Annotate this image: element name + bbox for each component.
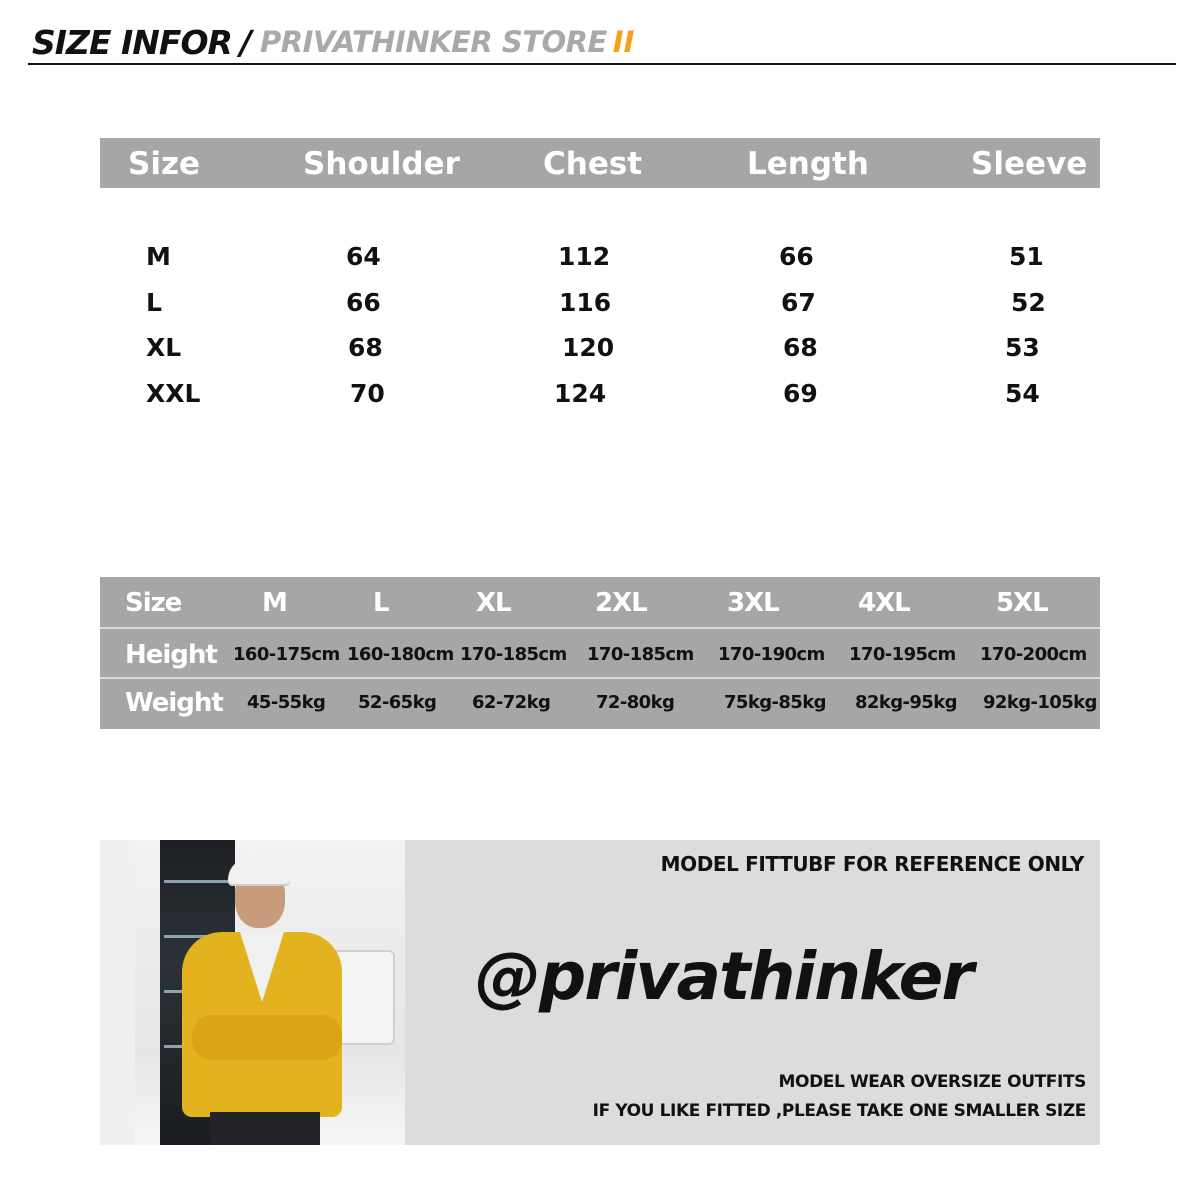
store-mark: II: [612, 25, 635, 59]
measurement-table-header: [100, 138, 1100, 188]
weight-value: 75kg-85kg: [724, 692, 826, 713]
sizing-advice: IF YOU LIKE FITTED ,PLEASE TAKE ONE SMALLER SIZE: [592, 1101, 1086, 1121]
photo-wall: [100, 840, 135, 1145]
store-handle: @privathinker: [475, 938, 972, 1015]
reference-note: MODEL FITTUBF FOR REFERENCE ONLY: [660, 852, 1084, 876]
row-label-size: Size: [125, 588, 182, 618]
cell-length: 66: [779, 242, 814, 271]
cell-length: 67: [781, 288, 816, 317]
weight-value: 92kg-105kg: [983, 692, 1097, 713]
fit-guide-table: [100, 577, 1100, 729]
size-header-l: L: [373, 588, 389, 618]
cell-chest: 112: [558, 242, 611, 271]
measurement-row: [100, 328, 1100, 368]
oversize-note: MODEL WEAR OVERSIZE OUTFITS: [778, 1072, 1086, 1092]
cell-size: M: [146, 242, 171, 271]
model-cap: [228, 858, 290, 884]
header-divider: [28, 63, 1176, 65]
cell-shoulder: 68: [348, 333, 383, 362]
cell-sleeve: 52: [1011, 288, 1046, 317]
cell-size: XL: [146, 333, 182, 362]
cell-sleeve: 51: [1009, 242, 1044, 271]
weight-value: 52-65kg: [358, 692, 437, 713]
weight-value: 72-80kg: [596, 692, 675, 713]
cell-sleeve: 53: [1005, 333, 1040, 362]
cell-size: XXL: [146, 379, 201, 408]
height-value: 160-175cm: [233, 644, 340, 665]
model-pants: [210, 1112, 320, 1145]
column-header-chest: Chest: [543, 146, 643, 182]
row-label-weight: Weight: [125, 688, 223, 718]
height-value: 170-185cm: [587, 644, 694, 665]
fit-guide-weight-row: [100, 677, 1100, 727]
measurement-row: [100, 237, 1100, 277]
height-value: 170-195cm: [849, 644, 956, 665]
size-header-3xl: 3XL: [727, 588, 779, 618]
cell-sleeve: 54: [1005, 379, 1040, 408]
column-header-shoulder: Shoulder: [303, 146, 460, 182]
weight-value: 62-72kg: [472, 692, 551, 713]
measurement-row: [100, 283, 1100, 323]
cell-shoulder: 66: [346, 288, 381, 317]
size-header-2xl: 2XL: [595, 588, 647, 618]
cell-chest: 116: [559, 288, 612, 317]
size-header-4xl: 4XL: [858, 588, 910, 618]
column-header-size: Size: [128, 146, 201, 182]
store-name: PRIVATHINKER STORE: [259, 25, 607, 59]
model-folded-arms: [192, 1015, 342, 1060]
size-header-m: M: [262, 588, 287, 618]
weight-value: 82kg-95kg: [855, 692, 957, 713]
cell-shoulder: 64: [346, 242, 381, 271]
fit-guide-height-row: [100, 629, 1100, 679]
cell-length: 69: [783, 379, 818, 408]
cell-size: L: [146, 288, 162, 317]
cell-chest: 120: [562, 333, 615, 362]
weight-value: 45-55kg: [247, 692, 326, 713]
model-shirt-neck: [240, 932, 284, 1002]
height-value: 170-190cm: [718, 644, 825, 665]
measurement-row: [100, 374, 1100, 414]
photo-shelf: [164, 880, 231, 883]
height-value: 170-200cm: [980, 644, 1087, 665]
cell-length: 68: [783, 333, 818, 362]
cell-shoulder: 70: [350, 379, 385, 408]
height-value: 160-180cm: [347, 644, 454, 665]
row-label-height: Height: [125, 640, 217, 670]
model-reference-panel: [100, 840, 1100, 1145]
column-header-sleeve: Sleeve: [971, 146, 1088, 182]
fit-guide-size-row: [100, 577, 1100, 627]
size-header-xl: XL: [476, 588, 511, 618]
cell-chest: 124: [554, 379, 607, 408]
title-separator: /: [239, 22, 252, 62]
column-header-length: Length: [747, 146, 869, 182]
page-title: SIZE INFOR: [32, 22, 232, 62]
height-value: 170-185cm: [460, 644, 567, 665]
page-header: [32, 20, 634, 64]
model-photo: [100, 840, 405, 1145]
size-header-5xl: 5XL: [996, 588, 1048, 618]
